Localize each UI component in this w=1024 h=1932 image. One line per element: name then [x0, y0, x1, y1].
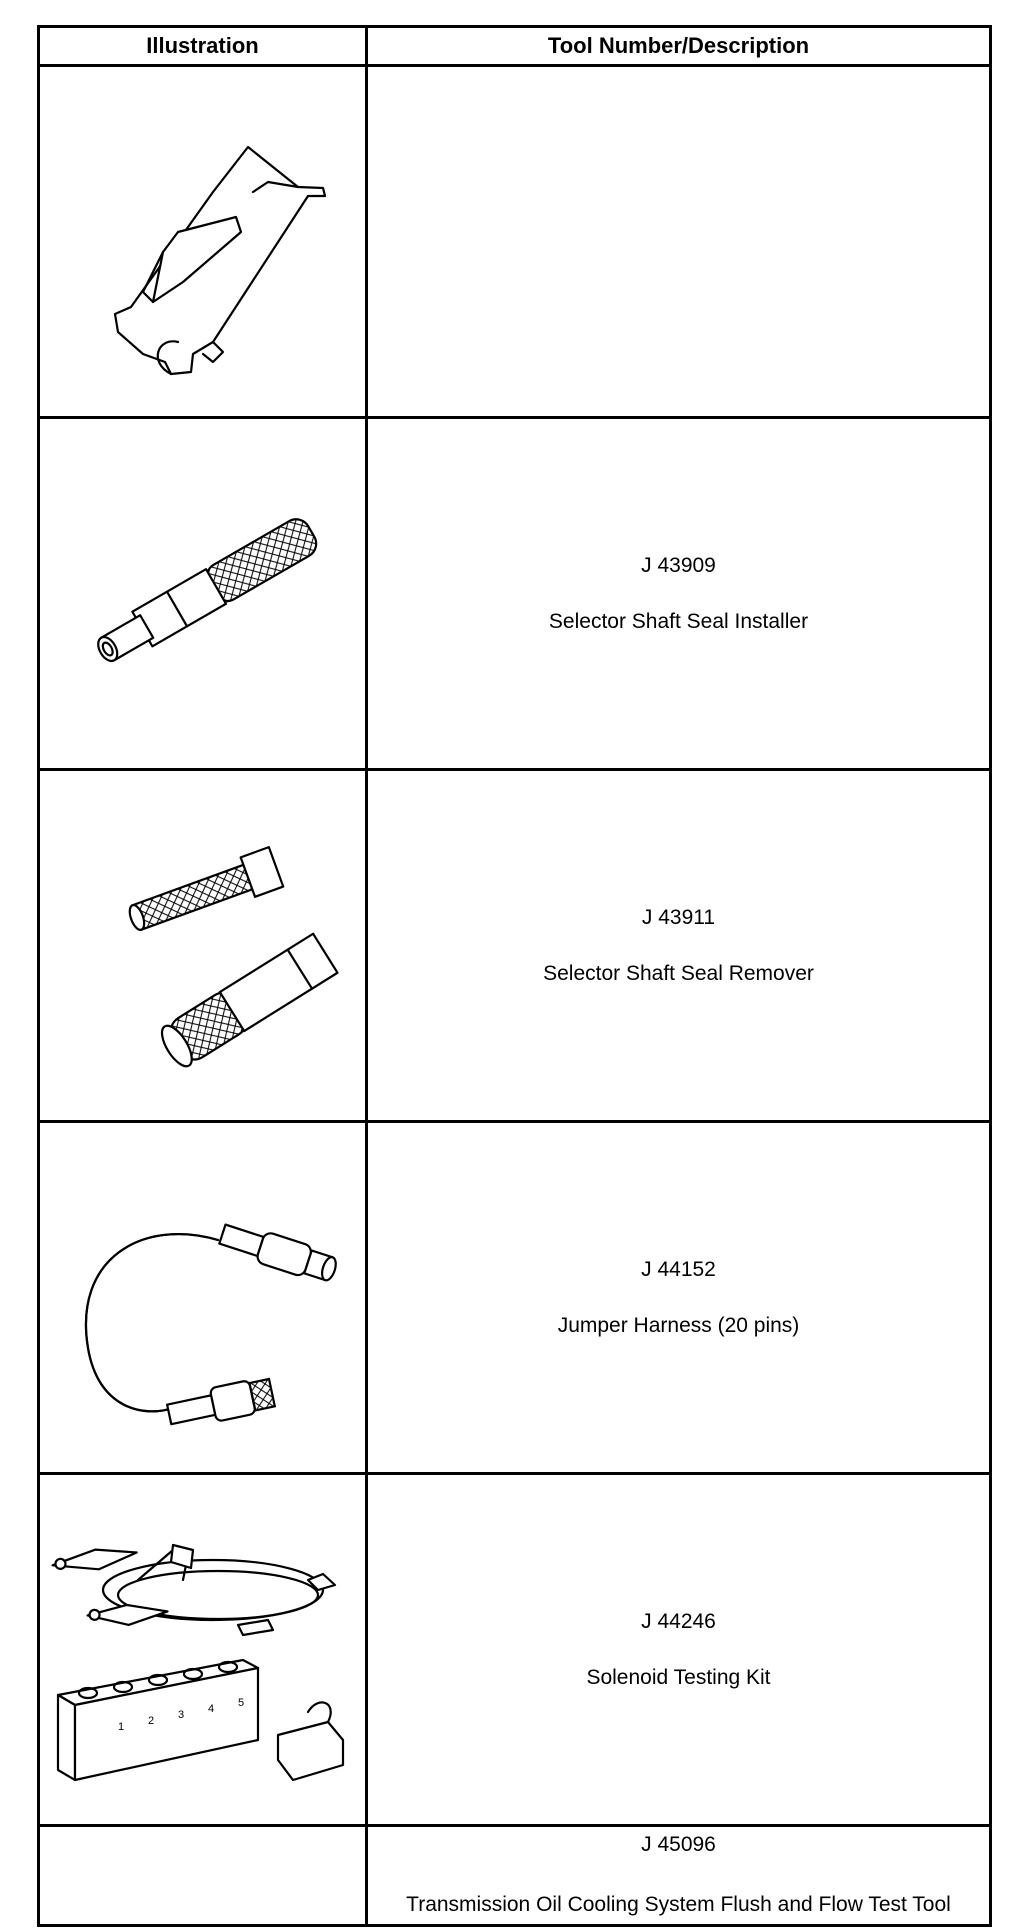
tool-number: J 44246 — [641, 1609, 716, 1633]
kit-label: 2 — [147, 1714, 154, 1727]
header-illustration: Illustration — [39, 27, 367, 66]
illustration-cell — [39, 770, 367, 1122]
kit-label: 3 — [177, 1708, 184, 1721]
solenoid-testing-kit-icon — [43, 1490, 363, 1810]
header-tool-number-description: Tool Number/Description — [367, 27, 991, 66]
table-row — [39, 770, 991, 1122]
tool-description: Solenoid Testing Kit — [586, 1665, 771, 1689]
description-cell — [367, 770, 991, 1122]
seal-remover-tool-icon — [53, 796, 353, 1096]
table-row — [39, 66, 991, 418]
description-cell — [367, 1122, 991, 1474]
kit-label: 1 — [117, 1720, 124, 1733]
table-row — [39, 1122, 991, 1474]
table-row — [39, 1826, 991, 1926]
tool-description: Transmission Oil Cooling System Flush and Flow Test Tool — [406, 1893, 951, 1916]
tools-table — [37, 25, 992, 1927]
table-row — [39, 1474, 991, 1826]
description-cell — [367, 1826, 991, 1926]
illustration-cell — [39, 66, 367, 418]
tool-description: Selector Shaft Seal Remover — [543, 961, 814, 985]
description-cell — [367, 1474, 991, 1826]
kit-label: 4 — [207, 1702, 214, 1715]
hook-bracket-tool-icon — [53, 92, 353, 392]
tool-number: J 43911 — [641, 905, 716, 929]
illustration-cell — [39, 1826, 367, 1926]
table-row — [39, 418, 991, 770]
jumper-harness-tool-icon — [53, 1148, 353, 1448]
tool-description: Jumper Harness (20 pins) — [557, 1313, 800, 1337]
illustration-cell — [39, 1122, 367, 1474]
illustration-cell — [39, 418, 367, 770]
illustration-cell — [39, 1474, 367, 1826]
description-cell — [367, 418, 991, 770]
tool-description: Selector Shaft Seal Installer — [548, 609, 809, 633]
description-cell — [367, 66, 991, 418]
header-row — [39, 27, 991, 66]
tool-number: J 43909 — [641, 553, 716, 577]
seal-installer-tool-icon — [53, 444, 353, 744]
kit-label: 5 — [237, 1696, 244, 1709]
tool-number: J 45096 — [641, 1833, 716, 1856]
tool-number: J 44152 — [641, 1257, 716, 1281]
